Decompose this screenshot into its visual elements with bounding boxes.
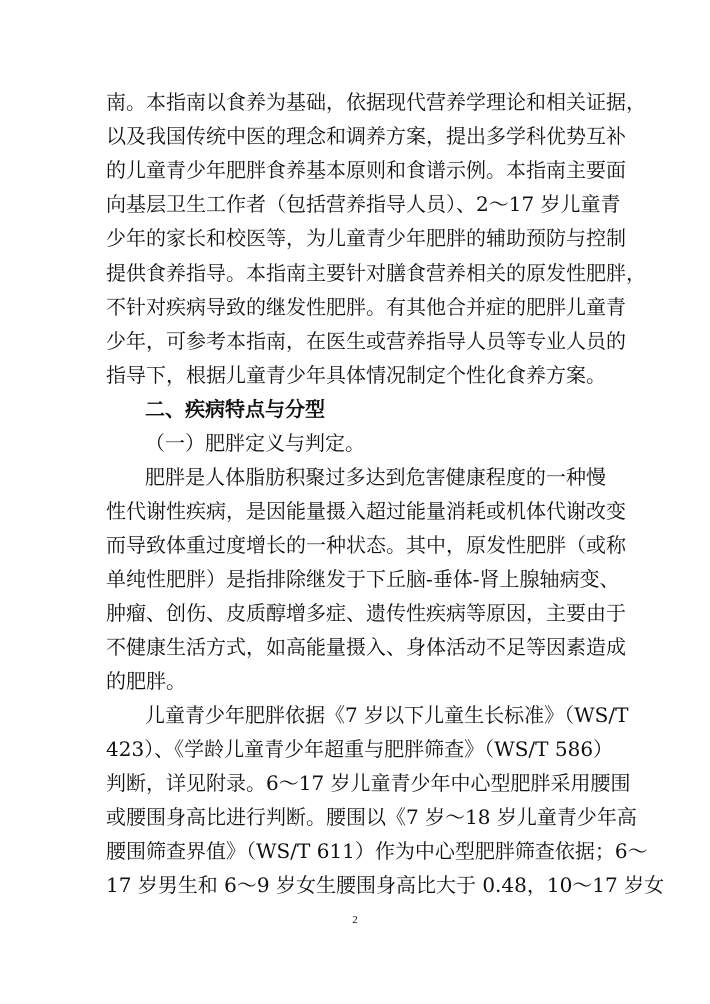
body-text-line: 指导下，根据儿童青少年具体情况制定个性化食养方案。 <box>106 363 606 387</box>
body-text-line: 少年的家长和校医等，为儿童青少年肥胖的辅助预防与控制 <box>106 226 626 250</box>
body-text-line: 儿童青少年肥胖依据《7 岁以下儿童生长标准》（WS/T <box>145 703 629 727</box>
body-text-line: 腰围筛查界值》（WS/T 611）作为中心型肥胖筛查依据；6～ <box>106 839 648 863</box>
body-text-line: 17 岁男生和 6～9 岁女生腰围身高比大于 0.48，10～17 岁女 <box>106 873 665 897</box>
body-text-line: 或腰围身高比进行判断。腰围以《7 岁～18 岁儿童青少年高 <box>106 805 637 829</box>
body-text-line: 少年，可参考本指南，在医生或营养指导人员等专业人员的 <box>106 329 626 353</box>
body-text-line: 肿瘤、创伤、皮质醇增多症、遗传性疾病等原因，主要由于 <box>106 601 626 625</box>
body-text-line: 肥胖是人体脂肪积聚过多达到危害健康程度的一种慢 <box>145 465 606 489</box>
body-text-line: 性代谢性疾病，是因能量摄入超过能量消耗或机体代谢改变 <box>106 499 626 523</box>
body-text-line: 不针对疾病导致的继发性肥胖。有其他合并症的肥胖儿童青 <box>106 295 626 319</box>
body-text-line: 不健康生活方式，如高能量摄入、身体活动不足等因素造成 <box>106 635 626 659</box>
body-text-line: 南。本指南以食养为基础，依据现代营养学理论和相关证据， <box>106 90 646 114</box>
body-text-line: 提供食养指导。本指南主要针对膳食营养相关的原发性肥胖， <box>106 261 646 285</box>
body-text-line: 的儿童青少年肥胖食养基本原则和食谱示例。本指南主要面 <box>106 158 626 182</box>
body-text-line: 向基层卫生工作者（包括营养指导人员）、2～17 岁儿童青 <box>106 192 621 216</box>
body-text-line: 单纯性肥胖）是指排除继发于下丘脑-垂体-肾上腺轴病变、 <box>106 567 620 591</box>
body-text-line: 423）、《学龄儿童青少年超重与肥胖筛查》（WS/T 586） <box>106 737 614 761</box>
body-text-line: 的肥胖。 <box>106 669 186 693</box>
subsection-heading: （一）肥胖定义与判定。 <box>145 431 365 455</box>
body-text-line: 以及我国传统中医的理念和调养方案，提出多学科优势互补 <box>106 124 626 148</box>
body-text-line: 判断，详见附录。6～17 岁儿童青少年中心型肥胖采用腰围 <box>106 771 631 795</box>
body-text-line: 而导致体重过度增长的一种状态。其中，原发性肥胖（或称 <box>106 533 626 557</box>
section-heading: 二、疾病特点与分型 <box>145 397 325 421</box>
page-number: 2 <box>352 914 358 926</box>
